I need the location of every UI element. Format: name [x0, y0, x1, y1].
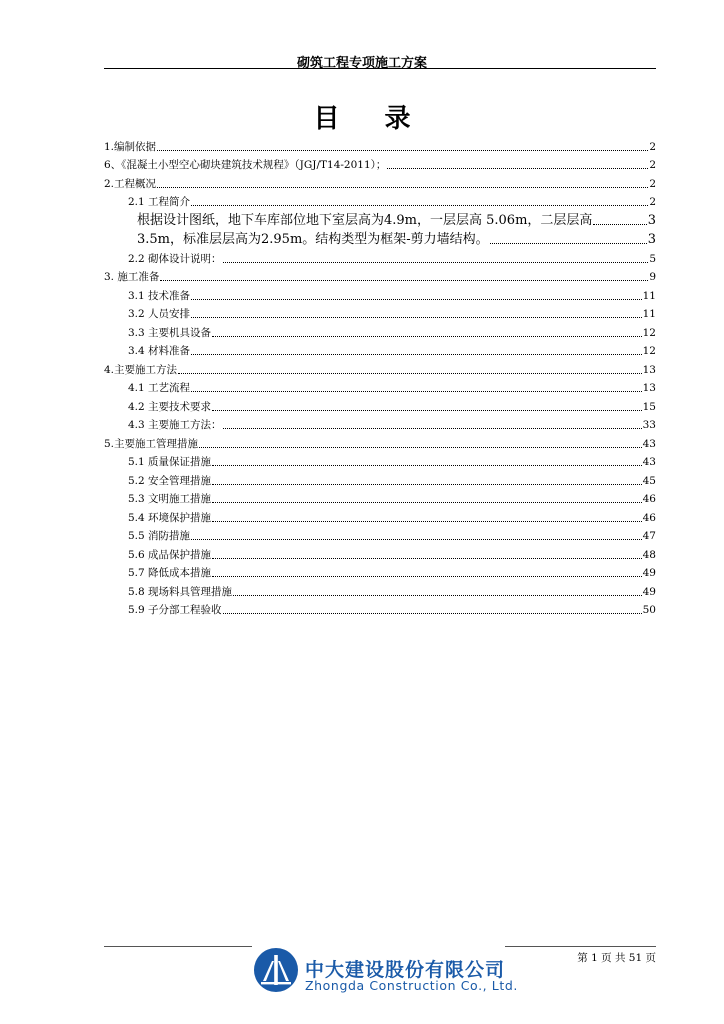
- toc-entry-text: 4.主要施工方法: [104, 363, 178, 376]
- toc-entry-text: 4.3 主要施工方法：: [128, 419, 222, 431]
- toc-entry-text: 3. 施工准备: [104, 271, 160, 283]
- toc-entry-text: 2.2 砌体设计说明：: [128, 252, 222, 265]
- toc-leader-dots: [212, 558, 642, 559]
- toc-leader-dots: [223, 613, 642, 614]
- toc-entry[interactable]: [104, 599, 656, 618]
- toc-entry[interactable]: [104, 247, 656, 266]
- toc-leader-dots: [191, 317, 642, 318]
- toc-leader-dots: [212, 484, 642, 485]
- toc-entry[interactable]: [104, 414, 656, 433]
- toc-entry[interactable]: [104, 228, 656, 247]
- toc-leader-dots: [490, 243, 647, 244]
- toc-entry-text: 4.2 主要技术要求: [128, 400, 212, 413]
- toc-entry[interactable]: [104, 580, 656, 599]
- toc-entry-page: 2: [649, 140, 656, 153]
- toc-leader-dots: [223, 428, 642, 429]
- toc-leader-dots: [191, 299, 642, 300]
- toc-leader-dots: [212, 502, 642, 503]
- toc-leader-dots: [191, 391, 642, 392]
- toc-entry-page: 3: [647, 232, 656, 247]
- toc-entry[interactable]: [104, 340, 656, 359]
- toc-entry[interactable]: [104, 432, 656, 451]
- toc-entry-page: 49: [642, 567, 656, 579]
- toc-entry-page: 2: [649, 177, 656, 190]
- toc-entry-text: 1.编制依据: [104, 140, 157, 153]
- toc-entry[interactable]: [104, 469, 656, 488]
- toc-entry[interactable]: [104, 303, 656, 322]
- toc-leader-dots: [233, 595, 642, 596]
- toc-entry-page: 48: [642, 548, 656, 561]
- toc-entry-page: 13: [642, 363, 656, 376]
- toc-title: 目 录: [313, 104, 429, 134]
- toc-entry-page: 3: [647, 213, 656, 228]
- footer-divider-left: [104, 946, 252, 947]
- toc-leader-dots: [157, 150, 648, 151]
- toc-entry[interactable]: [104, 284, 656, 303]
- toc-entry-text: 5.7 降低成本措施: [128, 567, 212, 579]
- toc-leader-dots: [199, 447, 642, 448]
- toc-leader-dots: [157, 187, 648, 188]
- toc-entry-page: 46: [642, 493, 656, 505]
- toc-entry-page: 43: [642, 456, 656, 468]
- toc-entry[interactable]: [104, 266, 656, 285]
- toc-entry-page: 50: [642, 604, 656, 616]
- toc-leader-dots: [212, 576, 642, 577]
- toc-entry-text: 3.5m，标准层层高为2.95m。结构类型为框架-剪力墙结构。: [137, 232, 489, 247]
- toc-entry-page: 2: [649, 196, 656, 208]
- toc-entry-text: 3.2 人员安排: [128, 308, 191, 320]
- toc-entry[interactable]: [104, 451, 656, 470]
- header-divider: [104, 68, 656, 69]
- toc-entry-page: 46: [642, 511, 656, 524]
- toc-leader-dots: [387, 168, 648, 169]
- toc-entry-page: 9: [649, 271, 656, 283]
- toc-entry-page: 13: [642, 382, 656, 394]
- toc-entry[interactable]: [104, 395, 656, 414]
- toc-entry-text: 6、《混凝土小型空心砌块建筑技术规程》（JGJ/T14-2011）；: [104, 159, 387, 171]
- toc-entry[interactable]: [104, 209, 656, 228]
- toc-entry[interactable]: [104, 506, 656, 525]
- toc-leader-dots: [212, 336, 642, 337]
- toc-entry-text: 根据设计图纸，地下车库部位地下室层高为4.9m，一层层高 5.06m，二层层高: [137, 213, 593, 228]
- toc-entry-page: 12: [642, 345, 656, 357]
- toc-entry[interactable]: [104, 172, 656, 191]
- page-number: 第 1 页 共 51 页: [577, 952, 656, 964]
- toc-leader-dots: [191, 354, 642, 355]
- toc-entry[interactable]: [104, 358, 656, 377]
- toc-entry-text: 5.8 现场料具管理措施: [128, 585, 233, 598]
- toc-entry[interactable]: [104, 154, 656, 173]
- toc-entry-text: 5.5 消防措施: [128, 530, 191, 542]
- toc-leader-dots: [191, 539, 642, 540]
- toc-entry-page: 47: [642, 530, 656, 542]
- toc-leader-dots: [212, 410, 642, 411]
- toc-entry-page: 5: [649, 252, 656, 265]
- toc-entry[interactable]: [104, 488, 656, 507]
- toc-entry[interactable]: [104, 321, 656, 340]
- toc-leader-dots: [593, 224, 646, 225]
- toc-entry[interactable]: [104, 135, 656, 154]
- toc-entry-text: 5.4 环境保护措施: [128, 511, 212, 524]
- toc-entry[interactable]: [104, 525, 656, 544]
- toc-entry-page: 11: [642, 308, 656, 320]
- toc-leader-dots: [160, 280, 648, 281]
- footer-divider-right: [505, 946, 656, 947]
- toc-leader-dots: [191, 205, 648, 206]
- toc-entry-text: 5.1 质量保证措施: [128, 456, 212, 468]
- toc-entry-text: 3.1 技术准备: [128, 289, 191, 302]
- toc-entry-text: 2.工程概况: [104, 177, 157, 190]
- toc-entry-page: 33: [642, 419, 656, 431]
- toc-entry-text: 5.9 子分部工程验收: [128, 604, 222, 616]
- toc-entry[interactable]: [104, 562, 656, 581]
- toc-entry[interactable]: [104, 191, 656, 210]
- toc-leader-dots: [178, 373, 642, 374]
- company-logo-icon: [253, 947, 299, 993]
- toc-entry[interactable]: [104, 543, 656, 562]
- toc-entry-text: 5.主要施工管理措施: [104, 437, 199, 450]
- toc-entry-text: 3.3 主要机具设备: [128, 326, 212, 339]
- toc-entry-page: 15: [642, 400, 656, 413]
- toc-entry-text: 3.4 材料准备: [128, 345, 191, 357]
- toc-entry-text: 5.3 文明施工措施: [128, 493, 212, 505]
- toc-entry-page: 11: [642, 289, 656, 302]
- toc-leader-dots: [212, 465, 642, 466]
- company-name-cn: 中大建设股份有限公司: [305, 959, 506, 981]
- document-header-title: 砌筑工程专项施工方案: [296, 56, 427, 71]
- toc-leader-dots: [223, 262, 649, 263]
- toc-entry-text: 5.2 安全管理措施: [128, 474, 212, 487]
- toc-entry-page: 43: [642, 437, 656, 450]
- toc-entry-page: 49: [642, 585, 656, 598]
- toc-entry-page: 12: [642, 326, 656, 339]
- toc-entry-text: 2.1 工程简介: [128, 196, 191, 208]
- table-of-contents: [104, 135, 656, 617]
- toc-entry-page: 2: [649, 159, 656, 171]
- toc-leader-dots: [212, 521, 642, 522]
- toc-entry[interactable]: [104, 377, 656, 396]
- toc-entry-text: 5.6 成品保护措施: [128, 548, 212, 561]
- toc-entry-page: 45: [642, 474, 656, 487]
- toc-entry-text: 4.1 工艺流程: [128, 382, 191, 394]
- company-name-en: Zhongda Construction Co., Ltd.: [305, 978, 518, 993]
